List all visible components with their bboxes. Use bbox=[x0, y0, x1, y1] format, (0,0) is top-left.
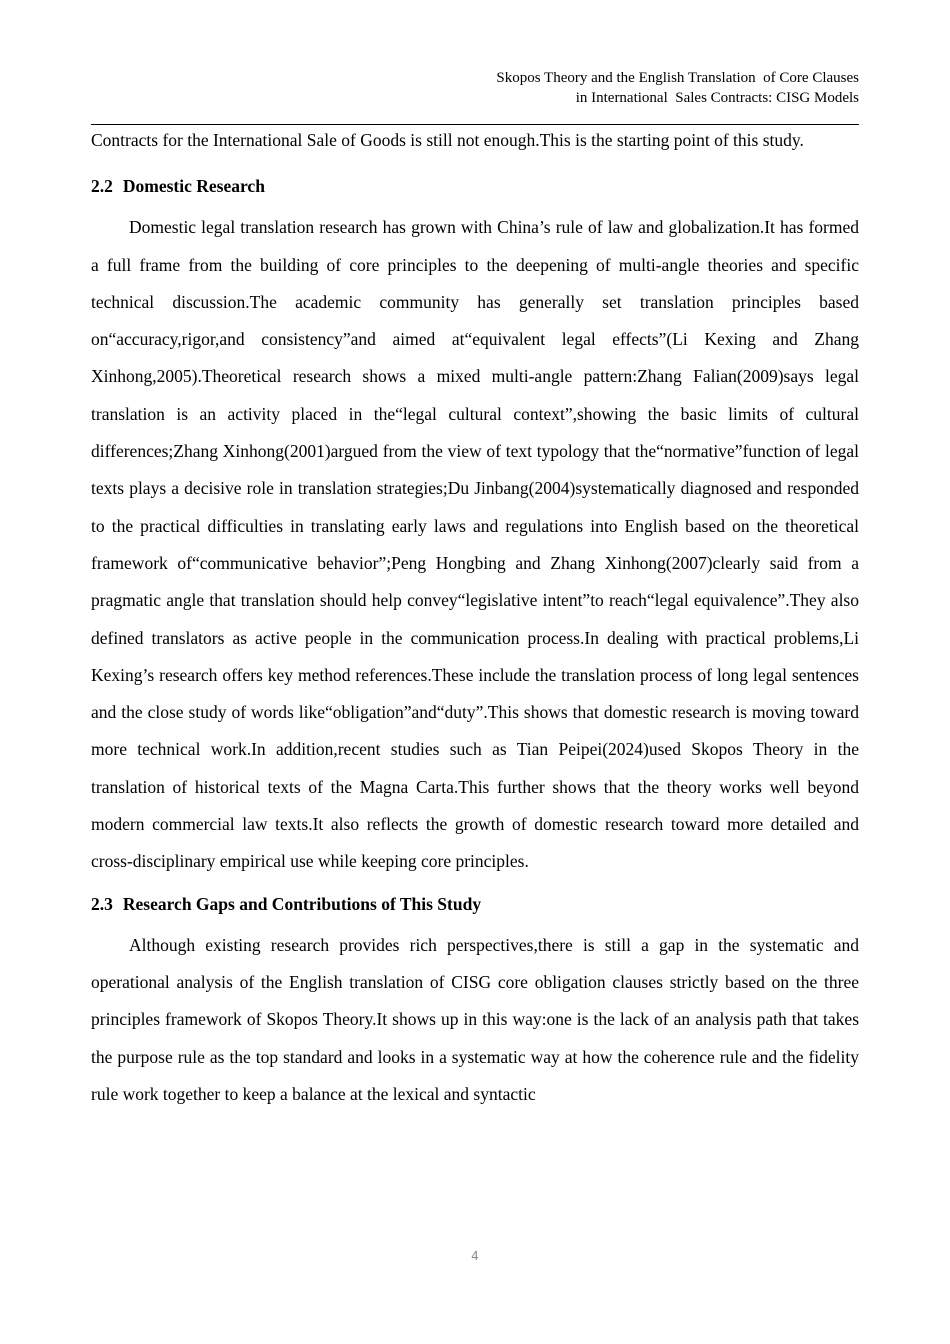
section-title: Research Gaps and Contributions of This Study bbox=[122, 893, 482, 914]
section-title: Domestic Research bbox=[122, 176, 265, 197]
running-header-line-1: Skopos Theory and the English Translation of Core Clauses bbox=[496, 70, 859, 86]
section-number: 2.3 bbox=[91, 893, 113, 914]
running-header bbox=[91, 68, 859, 108]
page-number: 4 bbox=[471, 1249, 479, 1263]
research-gaps-paragraph: Although existing research provides rich perspectives,there is still a gap in the systematic and operational analysis of the English translation of CISG core obligation clauses strictly based on the three principles framework of Skopos Theory.It shows up in this way:one is the lack of an analysis path that takes the purpose rule as the top standard and looks in a systematic way at how the coherence rule and the fidelity rule work together to keep a balance at the lexical and syntactic bbox=[91, 934, 859, 1104]
section-heading-2-2 bbox=[91, 174, 859, 198]
section-number: 2.2 bbox=[91, 176, 113, 197]
page-body bbox=[91, 122, 859, 1113]
domestic-research-paragraph: Domestic legal translation research has grown with China’s rule of law and globalization.It has formed a full frame from the building of core principles to the deepening of multi-angle theories and specific technical discussion.The academic community has generally set translation principles based on“accuracy,rigor,and consistency”and aimed at“equivalent legal effects”(Li Kexing and Zhang Xinhong,2005).Theoretical research shows a mixed multi-angle pattern:Zhang Falian(2009)says legal translation is an activity placed in the“legal cultural context”,showing the basic limits of cultural differences;Zhang Xinhong(2001)argued from the view of text typology that the“normative”function of legal texts plays a decisive role in translation strategies;Du Jinbang(2004)systematically diagnosed and responded to the practical difficulties in translating early laws and regulations into English based on the theoretical framework of“communicative behavior”;Peng Hongbing and Zhang Xinhong(2007)clearly said from a pragmatic angle that translation should help convey“legislative intent”to reach“legal equivalence”.They also defined translators as active people in the communication process.In dealing with practical problems,Li Kexing’s research offers key method references.These include the translation process of long legal sentences and the close study of words like“obligation”and“duty”.This shows that domestic research is moving toward more technical work.In addition,recent studies such as Tian Peipei(2024)used Skopos Theory in the translation of historical texts of the Magna Carta.This further shows that the theory works well beyond modern commercial law texts.It also reflects the growth of domestic research toward more detailed and cross-disciplinary empirical use while keeping core principles. bbox=[91, 217, 859, 872]
continued-paragraph: Contracts for the International Sale of Goods is still not enough.This is the starting point of this study. bbox=[91, 130, 804, 150]
running-header-line-2: in International Sales Contracts: CISG Models bbox=[575, 90, 859, 106]
section-heading-2-3 bbox=[91, 892, 859, 916]
